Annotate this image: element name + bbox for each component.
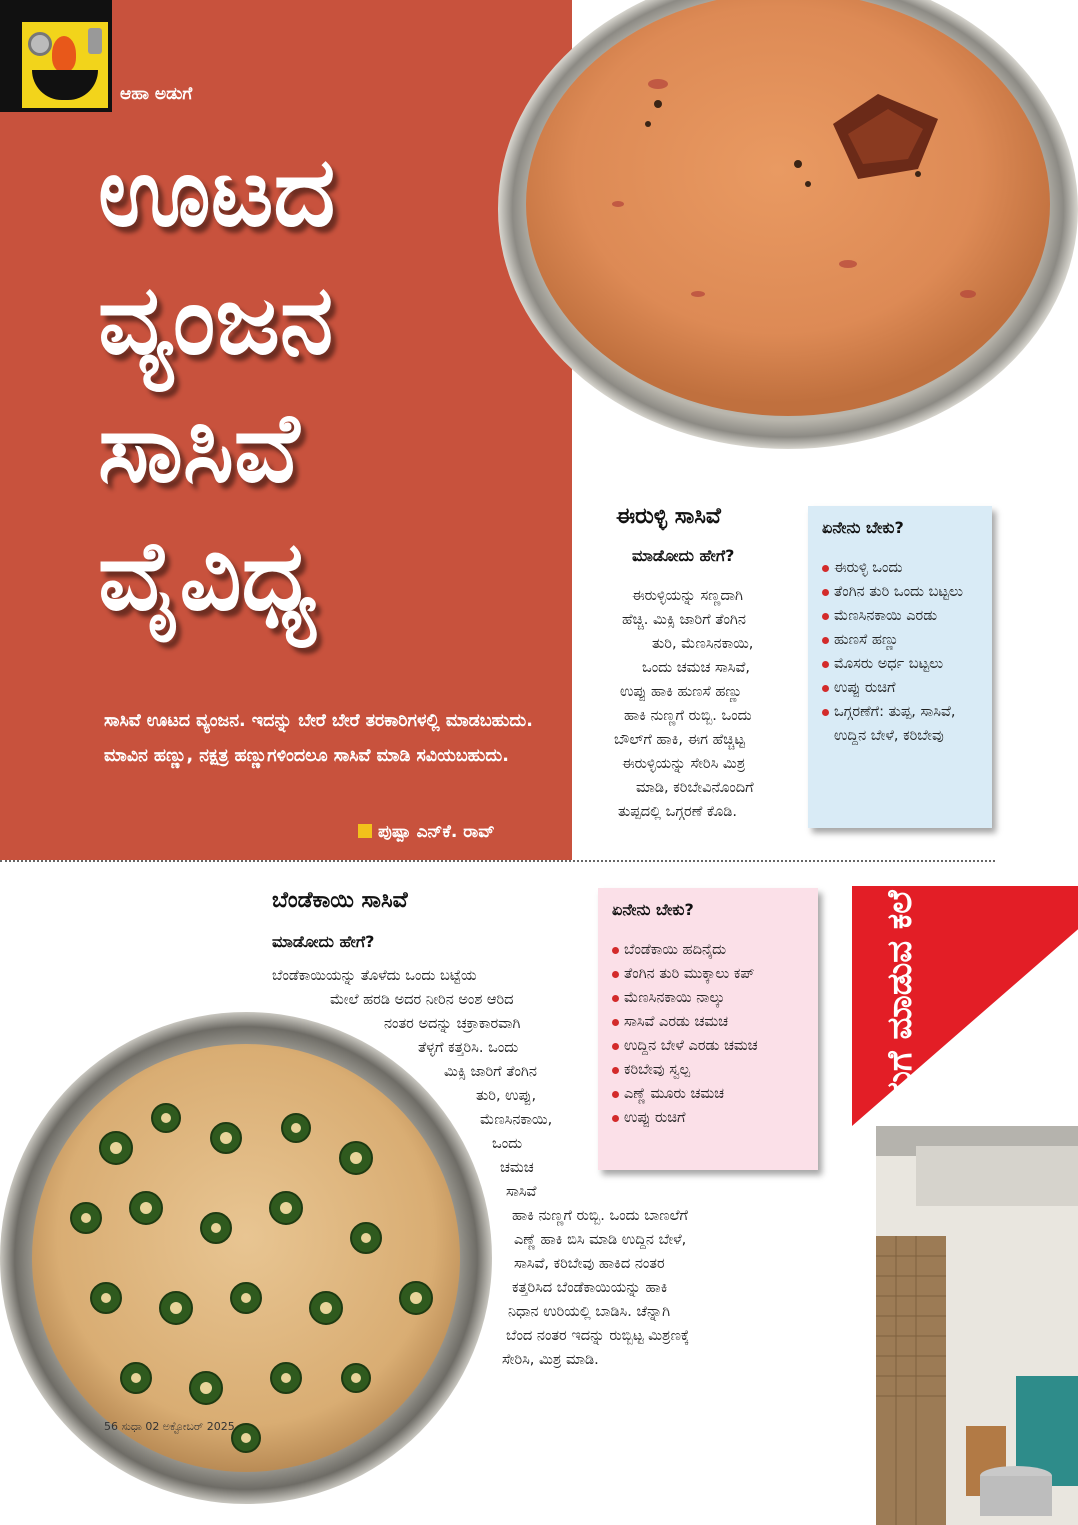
method-line: ಹಾಕಿ ನುಣ್ಣಗೆ ರುಬ್ಬಿ. ಒಂದು [624, 708, 752, 724]
section-divider [0, 860, 995, 862]
method-line: ಮೆಣಸಿನಕಾಯಿ, [480, 1112, 553, 1128]
method-line: ತುಪ್ಪದಲ್ಲಿ ಒಗ್ಗರಣೆ ಕೊಡಿ. [618, 804, 737, 820]
method-line: ಉಪ್ಪು ಹಾಕಿ ಹುಣಸೆ ಹಣ್ಣು [620, 684, 743, 700]
pot-icon [32, 70, 98, 100]
method-line: ಕತ್ತರಿಸಿದ ಬೆಂಡೆಕಾಯಿಯನ್ನು ಹಾಕಿ [512, 1280, 668, 1296]
method-line: ಹೆಚ್ಚಿ. ಮಿಕ್ಸಿ ಜಾರಿಗೆ ತೆಂಗಿನ [622, 612, 746, 628]
method-line: ನಿಧಾನ ಉರಿಯಲ್ಲಿ ಬಾಡಿಸಿ. ಚೆನ್ನಾಗಿ [508, 1304, 671, 1320]
author-byline [358, 822, 495, 842]
ingredient-item: ಎಣ್ಣೆ ಮೂರು ಚಮಚ [612, 1082, 804, 1106]
ingredient-item: ಉಪ್ಪು ರುಚಿಗೆ [822, 676, 978, 700]
method-line: ಚಮಚ [500, 1160, 534, 1176]
intro-paragraph: ಸಾಸಿವೆ ಊಟದ ವ್ಯಂಜನ. ಇದನ್ನು ಬೇರೆ ಬೇರೆ ತರಕಾರಿಗಳಲ್ಲಿ ಮಾಡಬಹುದು. ಮಾವಿನ ಹಣ್ಣು, ನಕ್ಷತ್ರ ಹಣ್ಣುಗಳಿಂದಲೂ ಸಾಸಿವೆ ಮಾಡಿ ಸವಿಯಬಹುದು. [104, 711, 533, 766]
method-line: ಈರುಳ್ಳಿಯನ್ನು ಸಣ್ಣದಾಗಿ [632, 588, 743, 604]
method-line: ತೆಳ್ಳಗೆ ಕತ್ತರಿಸಿ. ಒಂದು [418, 1040, 519, 1056]
method-line: ಮೇಲೆ ಹರಡಿ ಅದರ ನೀರಿನ ಅಂಶ ಆರಿದ [330, 992, 514, 1008]
title-line: ವ್ಯಂಜನ [98, 264, 334, 376]
recipe1-ingredients-box [808, 506, 992, 828]
recipe1-method-heading: ಮಾಡೋದು ಹೇಗೆ? [632, 546, 735, 565]
ingredient-item: ಸಾಸಿವೆ ಎರಡು ಚಮಚ [612, 1010, 804, 1034]
spatula-icon [88, 28, 102, 54]
ladle-icon [28, 32, 52, 56]
method-line: ತುರಿ, ಮೆಣಸಿನಕಾಯಿ, [652, 636, 754, 652]
ingredient-item: ತೆಂಗಿನ ತುರಿ ಒಂದು ಬಟ್ಟಲು [822, 580, 978, 604]
method-line: ಸಾಸಿವೆ, ಕರಿಬೇವು ಹಾಕಿದ ನಂತರ [514, 1256, 665, 1272]
method-line: ಬೆಂದ ನಂತರ ಇದನ್ನು ರುಬ್ಬಿಟ್ಟ ಮಿಶ್ರಣಕ್ಕೆ [506, 1328, 690, 1344]
kitchen-photo [876, 1126, 1078, 1525]
method-line: ಮಾಡಿ, ಕರಿಬೇವಿನೊಂದಿಗೆ [636, 780, 754, 796]
method-line: ಒಂದು ಚಮಚ ಸಾಸಿವೆ, [642, 660, 750, 676]
okra-saasive-photo [0, 1008, 496, 1508]
ingredients-list [822, 556, 978, 748]
section-logo [0, 0, 112, 112]
method-line: ಈರುಳ್ಳಿಯನ್ನು ಸೇರಿಸಿ ಮಿಶ್ರ [622, 756, 746, 772]
ingredient-item: ಈರುಳ್ಳಿ ಒಂದು [822, 556, 978, 580]
recipe2-method-heading: ಮಾಡೋದು ಹೇಗೆ? [272, 932, 375, 951]
title-line: ಊಟದ [98, 136, 336, 248]
title-line: ಸಾಸಿವೆ [98, 392, 300, 504]
ingredients-heading: ಏನೇನು ಬೇಕು? [612, 900, 694, 919]
cooking-tips-panel [852, 886, 1078, 1525]
byline-square-icon [358, 824, 372, 838]
section-label: ಆಹಾ ಅಡುಗೆ [120, 84, 193, 104]
ingredient-item: ಮೆಣಸಿನಕಾಯಿ ಎರಡು [822, 604, 978, 628]
method-line: ಸಾಸಿವೆ [506, 1184, 537, 1200]
ingredient-item: ಮೊಸರು ಅರ್ಧ ಬಟ್ಟಲು [822, 652, 978, 676]
flame-icon [52, 36, 76, 72]
ingredients-list [612, 938, 804, 1130]
method-line: ತುರಿ, ಉಪ್ಪು, [476, 1088, 537, 1104]
method-line: ಬೆಂಡೆಕಾಯಿಯನ್ನು ತೊಳೆದು ಒಂದು ಬಟ್ಟೆಯ [272, 968, 477, 984]
article-title [98, 128, 335, 640]
ingredient-item: ಮೆಣಸಿನಕಾಯಿ ನಾಲ್ಕು [612, 986, 804, 1010]
method-line: ಹಾಕಿ ನುಣ್ಣಗೆ ರುಬ್ಬಿ. ಒಂದು ಬಾಣಲೆಗೆ [512, 1208, 688, 1224]
tips-heading: ಅಡುಗೆ ಮಾಡುವ ಕಲೆ [880, 890, 920, 1126]
method-line: ಒಂದು [492, 1136, 523, 1152]
ingredient-item: ಉದ್ದಿನ ಬೇಳೆ ಎರಡು ಚಮಚ [612, 1034, 804, 1058]
recipe1-title: ಈರುಳ್ಳಿ ಸಾಸಿವೆ [616, 504, 721, 529]
method-line: ನಂತರ ಅದನ್ನು ಚಕ್ರಾಕಾರವಾಗಿ [384, 1016, 521, 1032]
method-line: ಮಿಕ್ಸಿ ಜಾರಿಗೆ ತೆಂಗಿನ [444, 1064, 537, 1080]
onion-saasive-photo [498, 0, 1078, 454]
method-line: ಸೇರಿಸಿ, ಮಿಶ್ರ ಮಾಡಿ. [502, 1352, 599, 1368]
recipe2-title: ಬೆಂಡೆಕಾಯಿ ಸಾಸಿವೆ [272, 888, 408, 913]
ingredient-item: ಕರಿಬೇವು ಸ್ವಲ್ಪ [612, 1058, 804, 1082]
ingredient-item: ತೆಂಗಿನ ತುರಿ ಮುಕ್ಕಾಲು ಕಪ್ [612, 962, 804, 986]
ingredient-item: ಹುಣಸೆ ಹಣ್ಣು [822, 628, 978, 652]
ingredients-heading: ಏನೇನು ಬೇಕು? [822, 518, 904, 537]
cooking-pot-icon [22, 22, 108, 108]
title-line: ವೈವಿಧ್ಯ [98, 520, 317, 632]
page-footer: 56 ಸುಧಾ 02 ಅಕ್ಟೋಬರ್ 2025 [104, 1420, 235, 1433]
author-name: ಪುಷ್ಪಾ ಎನ್‌ಕೆ. ರಾವ್ [378, 822, 495, 842]
ingredient-item: ಉಪ್ಪು ರುಚಿಗೆ [612, 1106, 804, 1130]
method-line: ಬೌಲ್‌ಗೆ ಹಾಕಿ, ಈಗ ಹೆಚ್ಚಿಟ್ಟ [614, 732, 745, 748]
method-line: ಎಣ್ಣೆ ಹಾಕಿ ಬಿಸಿ ಮಾಡಿ ಉದ್ದಿನ ಬೇಳೆ, [514, 1232, 687, 1248]
recipe2-ingredients-box [598, 888, 818, 1170]
ingredient-item: ಬೆಂಡೆಕಾಯಿ ಹದಿನೈದು [612, 938, 804, 962]
ingredient-item: ಒಗ್ಗರಣೆಗೆ: ತುಪ್ಪ, ಸಾಸಿವೆ, ಉದ್ದಿನ ಬೇಳೆ, ಕರಿಬೇವು [822, 700, 978, 748]
